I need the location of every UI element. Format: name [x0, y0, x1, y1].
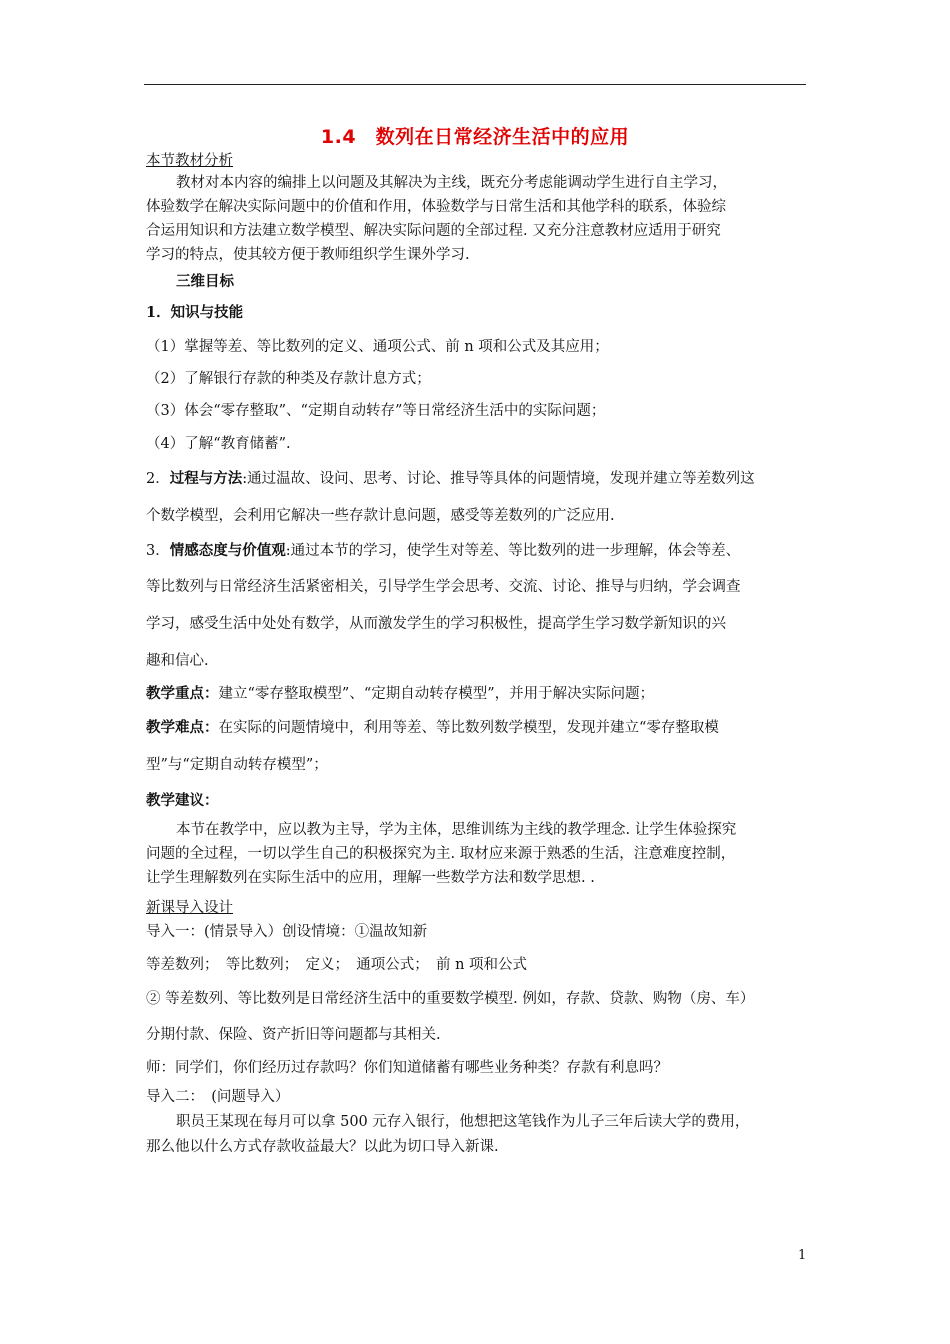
header-rule — [144, 84, 806, 85]
intro-item-two-cont: 分期付款、保险、资产折旧等问题都与其相关. — [146, 1027, 441, 1043]
knowledge-item: （4）了解“教育储蓄”. — [146, 436, 291, 452]
key-points-label: 教学重点： — [146, 685, 219, 702]
attitude-line: 学习，感受生活中处处有数学，从而激发学生的学习积极性，提高学生学习数学新知识的兴 — [146, 616, 726, 632]
attitude-line: 等比数列与日常经济生活紧密相关，引导学生学会思考、交流、讨论、推导与归纳，学会调查 — [146, 579, 741, 595]
goals-heading: 三维目标 — [176, 273, 234, 290]
teacher-question: 师：同学们，你们经历过存款吗？你们知道储蓄有哪些业务种类？存款有利息吗？ — [146, 1060, 668, 1076]
review-items: 等差数列； 等比数列； 定义； 通项公式； 前 n 项和公式 — [146, 957, 528, 973]
process-prefix: 2． — [146, 471, 170, 487]
suggestions-label: 教学建议： — [146, 792, 219, 809]
page-number: 1 — [798, 1248, 807, 1263]
key-points — [146, 684, 654, 704]
analysis-line: 体验数学在解决实际问题中的价值和作用，体验数学与日常生活和其他学科的联系，体验综 — [146, 199, 726, 215]
process-text: :通过温故、设问、思考、讨论、推导等具体的问题情境，发现并建立等差数列这 — [242, 471, 755, 487]
suggestion-line: 让学生理解数列在实际生活中的应用，理解一些数学方法和数学思想. . — [146, 870, 595, 886]
problem-line: 职员王某现在每月可以拿 500 元存入银行，他想把这笔钱作为儿子三年后读大学的费用， — [176, 1114, 750, 1130]
suggestion-line: 本节在教学中，应以教为主导，学为主体，思维训练为主线的教学理念. 让学生体验探究 — [176, 822, 737, 838]
knowledge-heading: 1．知识与技能 — [146, 304, 244, 321]
section-analysis-heading: 本节教材分析 — [146, 153, 233, 169]
analysis-line: 合运用知识和方法建立数学模型、解决实际问题的全部过程. 又充分注意教材应适用于研究 — [146, 223, 721, 239]
difficulties-label: 教学难点： — [146, 719, 219, 736]
process-label: 过程与方法 — [169, 470, 243, 487]
difficulties-text: 在实际的问题情境中，利用等差、等比数列数学模型，发现并建立“零存整取模 — [218, 720, 719, 736]
knowledge-item: （2）了解银行存款的种类及存款计息方式； — [146, 371, 431, 387]
knowledge-item: （3）体会“零存整取”、“定期自动转存”等日常经济生活中的实际问题； — [146, 403, 606, 419]
key-points-text: 建立“零存整取模型”、“定期自动转存模型”，并用于解决实际问题； — [218, 686, 655, 702]
attitude-text: :通过本节的学习，使学生对等差、等比数列的进一步理解，体会等差、 — [285, 543, 741, 559]
knowledge-item: （1）掌握等差、等比数列的定义、通项公式、前 n 项和公式及其应用； — [146, 339, 609, 355]
page-title: 1.4 数列在日常经济生活中的应用 — [320, 126, 630, 148]
attitude-prefix: 3． — [146, 543, 170, 559]
analysis-line: 教材对本内容的编排上以问题及其解决为主线，既充分考虑能调动学生进行自主学习， — [176, 175, 727, 191]
intro-two: 导入二： (问题导入） — [146, 1089, 290, 1105]
attitude-line — [146, 541, 740, 561]
problem-line: 那么他以什么方式存款收益最大？以此为切口导入新课. — [146, 1139, 499, 1155]
difficulties — [146, 718, 719, 738]
attitude-label: 情感态度与价值观 — [169, 542, 286, 559]
intro-one: 导入一：(情景导入）创设情境：①温故知新 — [146, 924, 428, 940]
attitude-line: 趣和信心. — [146, 653, 209, 669]
suggestion-line: 问题的全过程，一切以学生自己的积极探究为主. 取材应来源于熟悉的生活，注意难度控制， — [146, 846, 736, 862]
intro-design-heading: 新课导入设计 — [146, 900, 233, 916]
analysis-line: 学习的特点，使其较方便于教师组织学生课外学习. — [146, 247, 470, 263]
intro-item-two: ② 等差数列、等比数列是日常经济生活中的重要数学模型. 例如，存款、贷款、购物（房、车） — [146, 991, 755, 1007]
process-line — [146, 469, 755, 489]
difficulties-line: 型”与“定期自动转存模型”； — [146, 757, 328, 773]
process-line: 个数学模型，会利用它解决一些存款计息问题，感受等差数列的广泛应用. — [146, 508, 615, 524]
